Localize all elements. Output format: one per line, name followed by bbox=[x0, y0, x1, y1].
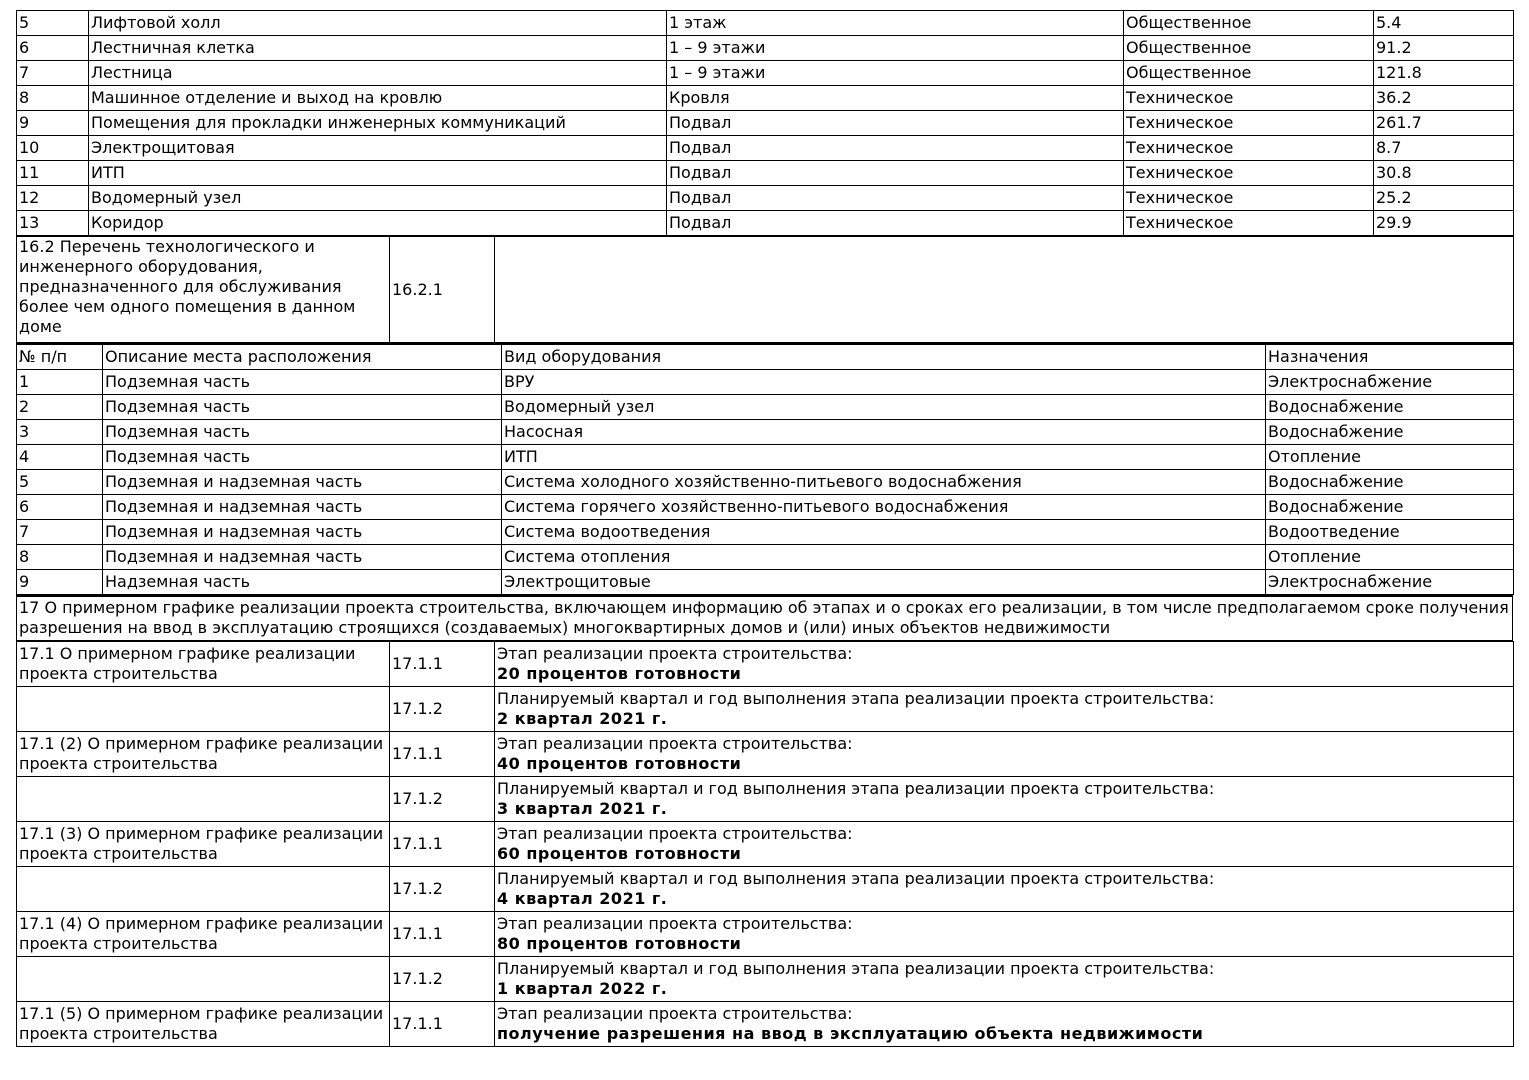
section-16-2-row bbox=[17, 237, 1514, 343]
table-row bbox=[17, 520, 1514, 545]
room-name: Коридор bbox=[89, 211, 667, 236]
equipment-number: 8 bbox=[17, 545, 103, 570]
table-row bbox=[17, 186, 1514, 211]
equipment-location: Подземная часть bbox=[103, 420, 502, 445]
equipment-table-body bbox=[17, 370, 1514, 595]
schedule-stage-code: 17.1.1 bbox=[390, 1001, 495, 1046]
schedule-quarter-code: 17.1.2 bbox=[390, 776, 495, 821]
table-row bbox=[17, 495, 1514, 520]
section-17-table bbox=[16, 595, 1513, 641]
table-row bbox=[17, 545, 1514, 570]
room-purpose: Техническое bbox=[1124, 86, 1374, 111]
room-number: 13 bbox=[17, 211, 89, 236]
room-purpose: Техническое bbox=[1124, 136, 1374, 161]
schedule-quarter-caption: Планируемый квартал и год выполнения этапа реализации проекта строительства: bbox=[497, 778, 1215, 798]
room-floor: Подвал bbox=[667, 136, 1124, 161]
room-area: 36.2 bbox=[1374, 86, 1514, 111]
schedule-quarter-value: 4 квартал 2021 г. bbox=[497, 888, 668, 908]
schedule-stage-code: 17.1.1 bbox=[390, 821, 495, 866]
equipment-number: 9 bbox=[17, 570, 103, 595]
equipment-header-row bbox=[17, 344, 1514, 370]
equipment-header-type: Вид оборудования bbox=[502, 344, 1266, 370]
room-name: ИТП bbox=[89, 161, 667, 186]
equipment-purpose: Электроснабжение bbox=[1266, 570, 1514, 595]
schedule-quarter-value: 2 квартал 2021 г. bbox=[497, 708, 668, 728]
section-17-title: 17 О примерном графике реализации проекта строительства, включающем информацию об этапах и о сроках его реализации, в том числе предполагаемом сроке получения разрешения на ввод в эксплуатацию строящихся (создаваемых) многоквартирных домов и (или) иных объектов недвижимости bbox=[17, 596, 1513, 640]
schedule-label: 17.1 (2) О примерном графике реализации проекта строительства bbox=[17, 731, 390, 776]
schedule-stage-row bbox=[17, 641, 1514, 686]
rooms-table bbox=[16, 10, 1514, 236]
room-number: 11 bbox=[17, 161, 89, 186]
table-row bbox=[17, 11, 1514, 36]
room-number: 5 bbox=[17, 11, 89, 36]
schedule-quarter-code: 17.1.2 bbox=[390, 866, 495, 911]
schedule-stage-value: 20 процентов готовности bbox=[497, 663, 742, 683]
equipment-location: Надземная часть bbox=[103, 570, 502, 595]
room-name: Лифтовой холл bbox=[89, 11, 667, 36]
schedule-label: 17.1 (4) О примерном графике реализации проекта строительства bbox=[17, 911, 390, 956]
table-row bbox=[17, 445, 1514, 470]
room-purpose: Техническое bbox=[1124, 186, 1374, 211]
document-page bbox=[16, 10, 1513, 1047]
room-area: 261.7 bbox=[1374, 111, 1514, 136]
table-row bbox=[17, 570, 1514, 595]
table-row bbox=[17, 111, 1514, 136]
equipment-header-location: Описание места расположения bbox=[103, 344, 502, 370]
schedule-quarter-row bbox=[17, 686, 1514, 731]
table-row bbox=[17, 420, 1514, 445]
room-purpose: Общественное bbox=[1124, 36, 1374, 61]
section-16-2-table bbox=[16, 236, 1514, 343]
section-16-2-label: 16.2 Перечень технологического и инженерного оборудования, предназначенного для обслуживания более чем одного помещения в данном доме bbox=[17, 237, 390, 343]
room-purpose: Общественное bbox=[1124, 61, 1374, 86]
room-purpose: Техническое bbox=[1124, 211, 1374, 236]
room-number: 8 bbox=[17, 86, 89, 111]
schedule-stage-value: 80 процентов готовности bbox=[497, 933, 742, 953]
schedule-quarter-value: 3 квартал 2021 г. bbox=[497, 798, 668, 818]
schedule-stage-row bbox=[17, 1001, 1514, 1046]
schedule-table bbox=[16, 641, 1514, 1047]
schedule-stage-caption: Этап реализации проекта строительства: bbox=[497, 1003, 853, 1023]
schedule-stage-value: получение разрешения на ввод в эксплуатацию объекта недвижимости bbox=[497, 1023, 1204, 1043]
schedule-stage-row bbox=[17, 731, 1514, 776]
schedule-stage-value: 40 процентов готовности bbox=[497, 753, 742, 773]
table-row bbox=[17, 136, 1514, 161]
equipment-type: ИТП bbox=[502, 445, 1266, 470]
room-area: 8.7 bbox=[1374, 136, 1514, 161]
room-purpose: Общественное bbox=[1124, 11, 1374, 36]
room-name: Машинное отделение и выход на кровлю bbox=[89, 86, 667, 111]
schedule-quarter-cell bbox=[495, 776, 1514, 821]
room-floor: Подвал bbox=[667, 111, 1124, 136]
schedule-label: 17.1 О примерном графике реализации проекта строительства bbox=[17, 641, 390, 686]
room-purpose: Техническое bbox=[1124, 161, 1374, 186]
schedule-stage-cell bbox=[495, 1001, 1514, 1046]
room-area: 29.9 bbox=[1374, 211, 1514, 236]
equipment-type: ВРУ bbox=[502, 370, 1266, 395]
equipment-purpose: Водоотведение bbox=[1266, 520, 1514, 545]
schedule-table-body bbox=[17, 641, 1514, 1001]
schedule-quarter-code: 17.1.2 bbox=[390, 956, 495, 1001]
equipment-number: 4 bbox=[17, 445, 103, 470]
room-number: 9 bbox=[17, 111, 89, 136]
schedule-stage-code: 17.1.1 bbox=[390, 641, 495, 686]
schedule-quarter-cell bbox=[495, 956, 1514, 1001]
room-number: 12 bbox=[17, 186, 89, 211]
schedule-stage-cell bbox=[495, 821, 1514, 866]
table-row bbox=[17, 61, 1514, 86]
equipment-location: Подземная часть bbox=[103, 445, 502, 470]
schedule-stage-code: 17.1.1 bbox=[390, 731, 495, 776]
table-row bbox=[17, 86, 1514, 111]
schedule-stage-caption: Этап реализации проекта строительства: bbox=[497, 823, 853, 843]
room-area: 121.8 bbox=[1374, 61, 1514, 86]
room-purpose: Техническое bbox=[1124, 111, 1374, 136]
schedule-quarter-value: 1 квартал 2022 г. bbox=[497, 978, 668, 998]
room-floor: 1 – 9 этажи bbox=[667, 36, 1124, 61]
equipment-purpose: Отопление bbox=[1266, 445, 1514, 470]
schedule-empty-label bbox=[17, 686, 390, 731]
equipment-table bbox=[16, 343, 1514, 595]
schedule-stage-cell bbox=[495, 641, 1514, 686]
equipment-location: Подземная и надземная часть bbox=[103, 520, 502, 545]
section-17-row bbox=[17, 596, 1513, 640]
schedule-stage-cell bbox=[495, 731, 1514, 776]
table-row bbox=[17, 370, 1514, 395]
room-name: Электрощитовая bbox=[89, 136, 667, 161]
schedule-quarter-caption: Планируемый квартал и год выполнения этапа реализации проекта строительства: bbox=[497, 688, 1215, 708]
room-number: 10 bbox=[17, 136, 89, 161]
schedule-quarter-code: 17.1.2 bbox=[390, 686, 495, 731]
section-16-2-code: 16.2.1 bbox=[390, 237, 495, 343]
room-area: 25.2 bbox=[1374, 186, 1514, 211]
table-row bbox=[17, 211, 1514, 236]
room-floor: Подвал bbox=[667, 211, 1124, 236]
room-area: 30.8 bbox=[1374, 161, 1514, 186]
equipment-number: 3 bbox=[17, 420, 103, 445]
room-area: 5.4 bbox=[1374, 11, 1514, 36]
room-floor: Кровля bbox=[667, 86, 1124, 111]
equipment-location: Подземная и надземная часть bbox=[103, 470, 502, 495]
schedule-stage-caption: Этап реализации проекта строительства: bbox=[497, 643, 853, 663]
equipment-number: 1 bbox=[17, 370, 103, 395]
rooms-table-body bbox=[17, 11, 1514, 236]
schedule-empty-label bbox=[17, 776, 390, 821]
equipment-type: Электрощитовые bbox=[502, 570, 1266, 595]
equipment-purpose: Водоснабжение bbox=[1266, 395, 1514, 420]
equipment-type: Насосная bbox=[502, 420, 1266, 445]
schedule-quarter-row bbox=[17, 956, 1514, 1001]
schedule-stage-row bbox=[17, 911, 1514, 956]
schedule-quarter-caption: Планируемый квартал и год выполнения этапа реализации проекта строительства: bbox=[497, 958, 1215, 978]
equipment-location: Подземная часть bbox=[103, 370, 502, 395]
equipment-purpose: Водоснабжение bbox=[1266, 495, 1514, 520]
equipment-type: Система холодного хозяйственно-питьевого водоснабжения bbox=[502, 470, 1266, 495]
equipment-location: Подземная и надземная часть bbox=[103, 545, 502, 570]
equipment-type: Система отопления bbox=[502, 545, 1266, 570]
room-name: Водомерный узел bbox=[89, 186, 667, 211]
room-name: Лестничная клетка bbox=[89, 36, 667, 61]
room-floor: Подвал bbox=[667, 161, 1124, 186]
equipment-purpose: Электроснабжение bbox=[1266, 370, 1514, 395]
equipment-number: 2 bbox=[17, 395, 103, 420]
equipment-number: 5 bbox=[17, 470, 103, 495]
equipment-number: 7 bbox=[17, 520, 103, 545]
schedule-label: 17.1 (3) О примерном графике реализации проекта строительства bbox=[17, 821, 390, 866]
schedule-quarter-caption: Планируемый квартал и год выполнения этапа реализации проекта строительства: bbox=[497, 868, 1215, 888]
equipment-number: 6 bbox=[17, 495, 103, 520]
table-row bbox=[17, 395, 1514, 420]
schedule-stage-row bbox=[17, 821, 1514, 866]
schedule-stage-code: 17.1.1 bbox=[390, 911, 495, 956]
equipment-header-purpose: Назначения bbox=[1266, 344, 1514, 370]
schedule-quarter-row bbox=[17, 776, 1514, 821]
schedule-last-block bbox=[17, 1001, 1514, 1046]
room-number: 7 bbox=[17, 61, 89, 86]
equipment-type: Водомерный узел bbox=[502, 395, 1266, 420]
equipment-purpose: Водоснабжение bbox=[1266, 470, 1514, 495]
schedule-stage-caption: Этап реализации проекта строительства: bbox=[497, 733, 853, 753]
room-number: 6 bbox=[17, 36, 89, 61]
equipment-type: Система горячего хозяйственно-питьевого водоснабжения bbox=[502, 495, 1266, 520]
schedule-stage-cell bbox=[495, 911, 1514, 956]
equipment-purpose: Отопление bbox=[1266, 545, 1514, 570]
schedule-stage-caption: Этап реализации проекта строительства: bbox=[497, 913, 853, 933]
room-floor: Подвал bbox=[667, 186, 1124, 211]
section-16-2-value bbox=[495, 237, 1514, 343]
equipment-purpose: Водоснабжение bbox=[1266, 420, 1514, 445]
equipment-location: Подземная часть bbox=[103, 395, 502, 420]
schedule-quarter-row bbox=[17, 866, 1514, 911]
equipment-header-n: № п/п bbox=[17, 344, 103, 370]
table-row bbox=[17, 161, 1514, 186]
room-name: Помещения для прокладки инженерных коммуникаций bbox=[89, 111, 667, 136]
room-floor: 1 – 9 этажи bbox=[667, 61, 1124, 86]
schedule-label: 17.1 (5) О примерном графике реализации проекта строительства bbox=[17, 1001, 390, 1046]
schedule-quarter-cell bbox=[495, 866, 1514, 911]
schedule-empty-label bbox=[17, 956, 390, 1001]
room-name: Лестница bbox=[89, 61, 667, 86]
table-row bbox=[17, 36, 1514, 61]
room-floor: 1 этаж bbox=[667, 11, 1124, 36]
schedule-quarter-cell bbox=[495, 686, 1514, 731]
room-area: 91.2 bbox=[1374, 36, 1514, 61]
schedule-empty-label bbox=[17, 866, 390, 911]
table-row bbox=[17, 470, 1514, 495]
schedule-stage-value: 60 процентов готовности bbox=[497, 843, 742, 863]
equipment-type: Система водоотведения bbox=[502, 520, 1266, 545]
equipment-location: Подземная и надземная часть bbox=[103, 495, 502, 520]
